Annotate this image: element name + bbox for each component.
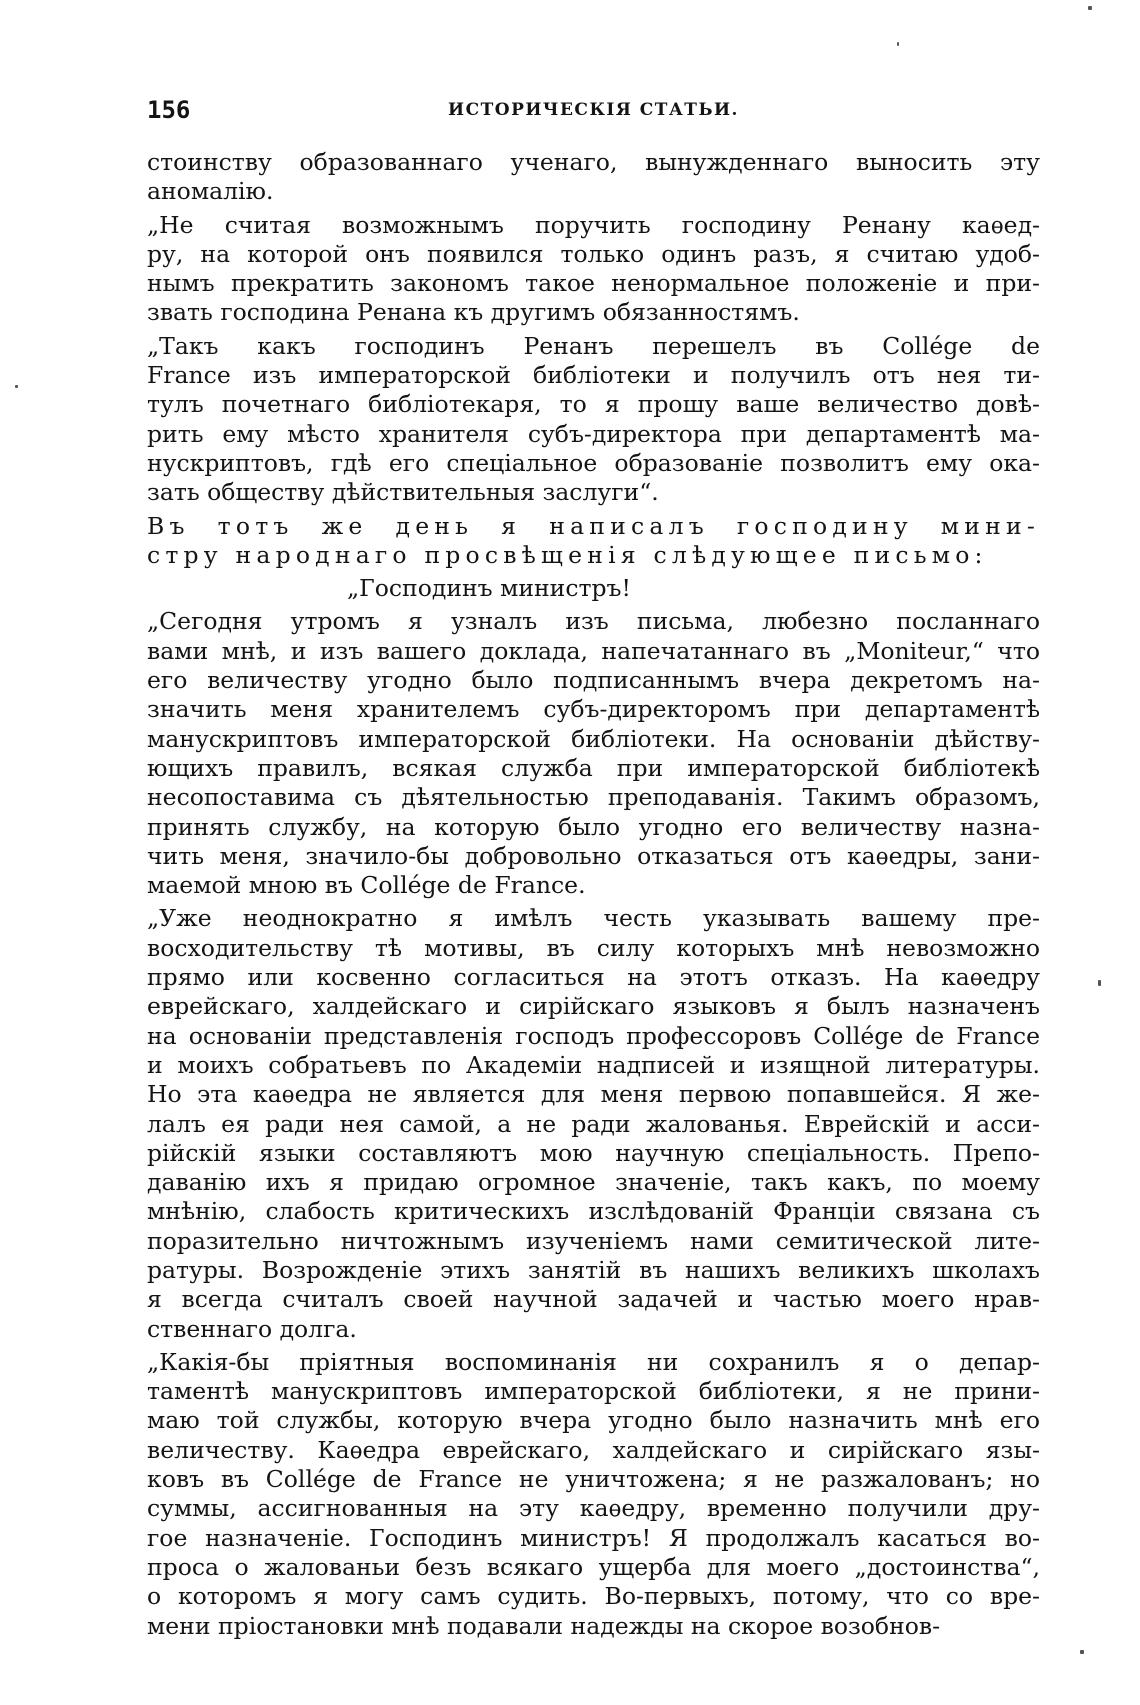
scan-speck (15, 385, 18, 388)
text-line: ковъ въ Collége de France не уничтожена; я не разжалованъ; но (147, 1465, 1040, 1494)
text-line: рить ему мѣсто хранителя субъ-директора при департаментѣ ма- (147, 419, 1040, 448)
paragraph (147, 211, 1040, 328)
running-title: ИСТОРИЧЕСКІЯ СТАТЬИ. (448, 100, 739, 120)
paragraph (147, 607, 1040, 900)
paragraph (147, 148, 1040, 207)
text-line: проса о жалованьи безъ всякаго ущерба для моего „достоинства“, (147, 1552, 1040, 1581)
text-line: и моихъ собратьевъ по Академіи надписей и изящной литературы. (147, 1050, 1040, 1079)
page-number: 156 (147, 96, 191, 124)
text-line: зать обществу дѣйствительныя заслуги“. (147, 478, 659, 507)
text-line: ру, на которой онъ появился только одинъ разъ, я считаю удоб- (147, 239, 1040, 268)
scan-speck (897, 42, 899, 46)
text-line: значить меня хранителемъ субъ-директоромъ при департаментѣ (147, 695, 1040, 724)
text-line: поразительно ничтожнымъ изученіемъ нами семитической лите- (147, 1226, 1040, 1255)
text-line: аномалію. (147, 177, 274, 206)
text-line: на основаніи представленія господъ профессоровъ Collége de France (147, 1021, 1040, 1050)
text-line: даванію ихъ я придаю огромное значеніе, такъ какъ, по моему (147, 1168, 1040, 1197)
text-line: нымъ прекратить закономъ такое ненормальное положеніе и при- (147, 269, 1040, 298)
paragraph (147, 574, 1040, 603)
text-line: стру народнаго просвѣщенія слѣдующее письмо: (147, 540, 988, 569)
text-line: таментѣ манускриптовъ императорской библіотеки, я не прини- (147, 1377, 1040, 1406)
text-line: принять службу, на которую было угодно его величеству назна- (147, 812, 1040, 841)
text-line: мнѣнію, слабость критическихъ изслѣдованій Франціи связана съ (147, 1197, 1040, 1226)
text-line: тулъ почетнаго библіотекаря, то я прошу ваше величество довѣ- (147, 390, 1040, 419)
body-text (147, 148, 1040, 1641)
text-line: манускриптовъ императорской библіотеки. На основаніи дѣйству- (147, 724, 1040, 753)
text-line: нускриптовъ, гдѣ его спеціальное образованіе позволитъ ему ока- (147, 448, 1040, 477)
paragraph (147, 1348, 1040, 1641)
text-line: величеству. Каѳедра еврейскаго, халдейскаго и сирійскаго язы- (147, 1435, 1040, 1464)
text-line: прямо или косвенно согласиться на этотъ отказъ. На каѳедру (147, 963, 1040, 992)
text-line: ственнаго долга. (147, 1314, 357, 1343)
page-header (147, 96, 1040, 126)
text-line: France изъ императорской библіотеки и получилъ отъ нея ти- (147, 361, 1040, 390)
text-line: несопоставима съ дѣятельностью преподаванія. Такимъ образомъ, (147, 783, 1040, 812)
text-line: стоинству образованнаго ученаго, вынужденнаго выносить эту (147, 148, 1040, 176)
scan-speck (1098, 980, 1101, 986)
text-line: „Какія-бы пріятныя воспоминанія ни сохранилъ я о депар- (147, 1347, 1040, 1376)
text-line: восходительству тѣ мотивы, въ силу которыхъ мнѣ невозможно (147, 933, 1040, 962)
text-line: я всегда считалъ своей научной задачей и частью моего нрав- (147, 1285, 1040, 1314)
text-line: суммы, ассигнованныя на эту каѳедру, временно получили дру- (147, 1494, 1040, 1523)
text-line: Въ тотъ же день я написалъ господину мини- (147, 511, 1040, 540)
text-line: „Такъ какъ господинъ Ренанъ перешелъ въ Collége de (147, 331, 1040, 360)
text-line: „Не считая возможнымъ поручить господину Ренану каѳед- (147, 210, 1040, 239)
scan-speck (1088, 6, 1092, 10)
text-line: „Уже неоднократно я имѣлъ честь указывать вашему пре- (147, 904, 1040, 933)
paragraph (147, 332, 1040, 508)
text-line: о которомъ я могу самъ судить. Во-первыхъ, потому, что со вре- (147, 1582, 1040, 1611)
text-line: Но эта каѳедра не является для меня первою попавшейся. Я же- (147, 1080, 1040, 1109)
text-line: „Сегодня утромъ я узналъ изъ письма, любезно посланнаго (147, 607, 1040, 636)
text-line: его величеству угодно было подписаннымъ вчера декретомъ на- (147, 666, 1040, 695)
paragraph (147, 512, 1040, 571)
text-line: ратуры. Возрожденіе этихъ занятій въ нашихъ великихъ школахъ (147, 1255, 1040, 1284)
text-line: „Господинъ министръ! (347, 574, 631, 603)
text-line: ющихъ правилъ, всякая служба при императорской библіотекѣ (147, 753, 1040, 782)
scan-speck (1080, 1650, 1084, 1654)
text-line: рійскій языки составляютъ мою научную спеціальность. Препо- (147, 1138, 1040, 1167)
text-line: маемой мною въ Collége de France. (147, 871, 586, 900)
paragraph (147, 904, 1040, 1343)
text-line: лалъ ея ради нея самой, а не ради жалованья. Еврейскій и асси- (147, 1109, 1040, 1138)
text-line: чить меня, значило-бы добровольно отказаться отъ каѳедры, зани- (147, 841, 1040, 870)
text-line: мени пріостановки мнѣ подавали надежды на скорое возобнов- (147, 1611, 941, 1640)
text-line: гое назначеніе. Господинъ министръ! Я продолжалъ касаться во- (147, 1523, 1040, 1552)
text-line: звать господина Ренана къ другимъ обязанностямъ. (147, 298, 800, 327)
text-line: еврейскаго, халдейскаго и сирійскаго языковъ я былъ назначенъ (147, 992, 1040, 1021)
text-line: вами мнѣ, и изъ вашего доклада, напечатаннаго въ „Moniteur,“ что (147, 636, 1040, 665)
text-line: маю той службы, которую вчера угодно было назначить мнѣ его (147, 1406, 1040, 1435)
